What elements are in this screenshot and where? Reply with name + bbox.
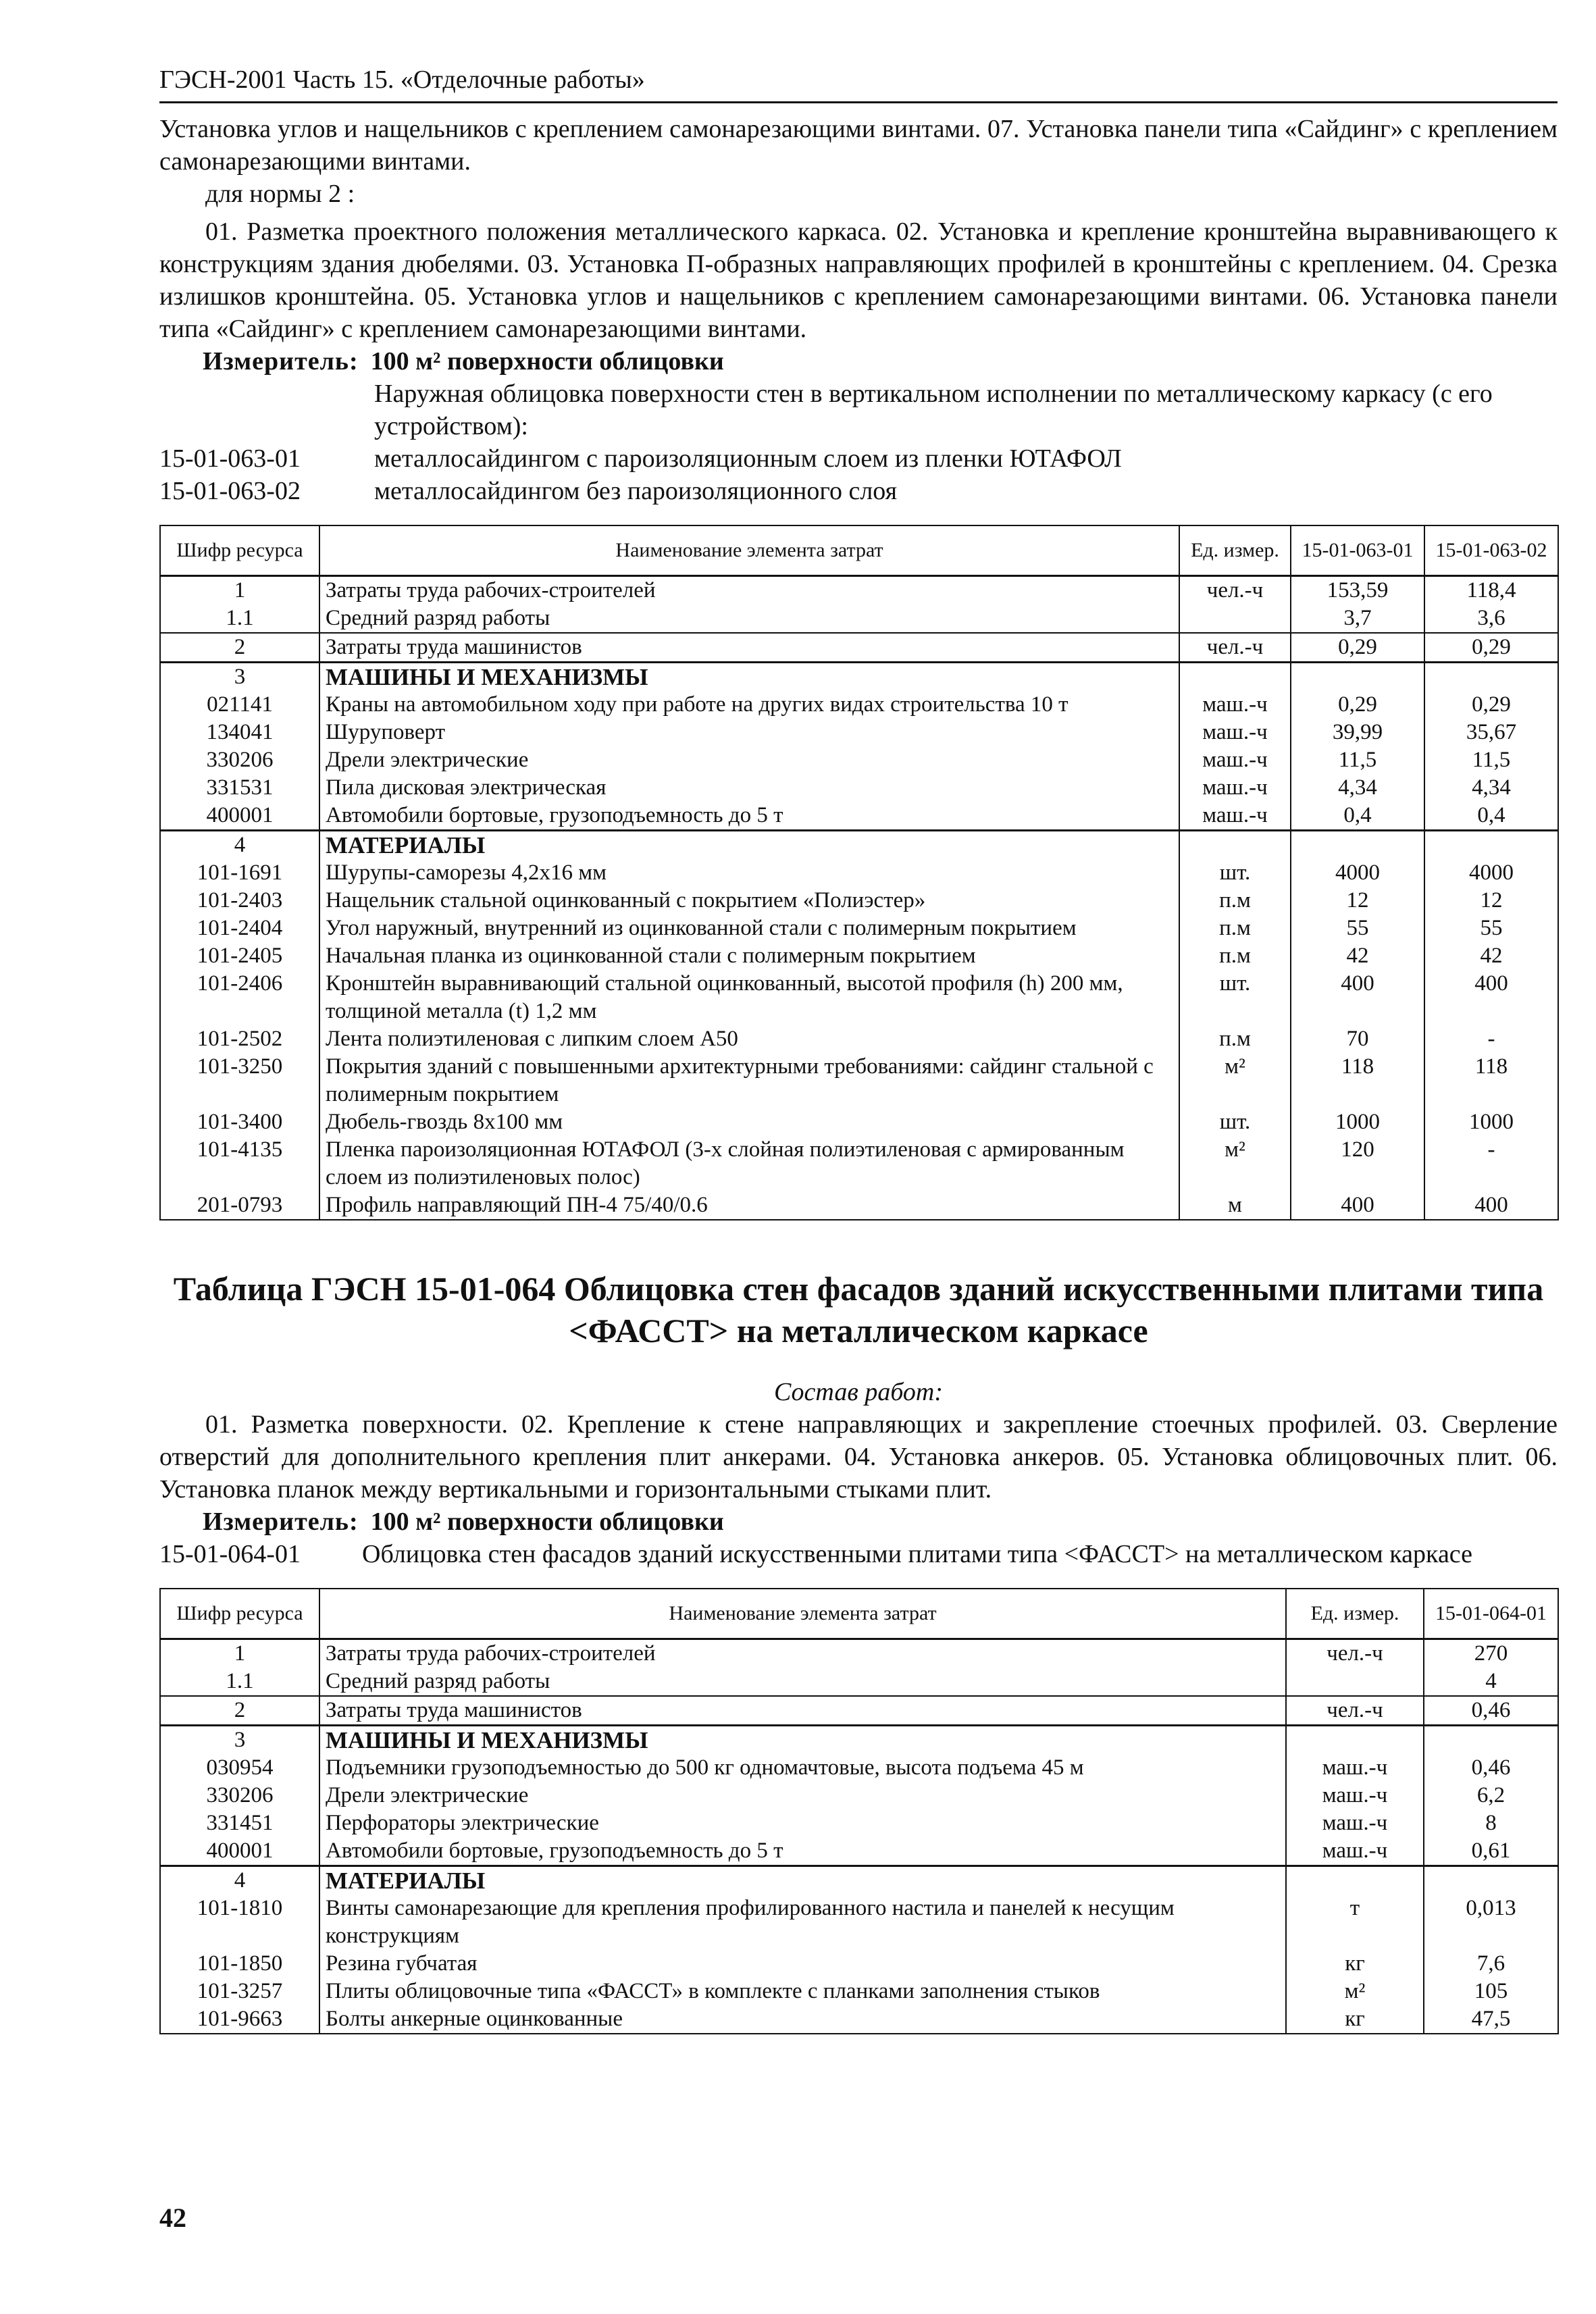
table-row — [160, 1837, 1558, 1866]
cell-value-1: 0,013 — [1424, 1895, 1558, 1950]
cell-value-1: 7,6 — [1424, 1950, 1558, 1978]
cell-value-2: 0,29 — [1424, 691, 1558, 719]
cell-code: 3 — [160, 1726, 319, 1755]
cell-name: Дрели электрические — [319, 1782, 1286, 1809]
cell-value-1: 0,29 — [1291, 633, 1424, 663]
cell-value-1: 4 — [1424, 1668, 1558, 1696]
table2-title: Таблица ГЭСН 15-01-064 Облицовка стен фасадов зданий искусственными плитами типа <ФАССТ> на металлическом каркасе — [173, 1270, 1544, 1349]
cell-code: 101-4135 — [160, 1136, 319, 1191]
table-row — [160, 1950, 1558, 1978]
cell-name: МАТЕРИАЛЫ — [319, 831, 1179, 860]
measure-label: Измеритель: — [203, 1508, 359, 1536]
cell-unit: кг — [1286, 1950, 1424, 1978]
table-row — [160, 1108, 1558, 1136]
cell-code: 330206 — [160, 1782, 319, 1809]
table-row — [160, 942, 1558, 970]
cell-code: 021141 — [160, 691, 319, 719]
norm-row — [159, 442, 1558, 475]
cell-name: МАШИНЫ И МЕХАНИЗМЫ — [319, 663, 1179, 692]
cell-name: Затраты труда рабочих-строителей — [319, 576, 1179, 605]
cell-name: Профиль направляющий ПН-4 75/40/0.6 — [319, 1191, 1179, 1220]
cell-unit: чел.-ч — [1179, 576, 1291, 605]
table-row — [160, 1895, 1558, 1950]
cell-code: 4 — [160, 1866, 319, 1895]
cell-value-2: 42 — [1424, 942, 1558, 970]
cell-name: Покрытия зданий с повышенными архитектурными требованиями: сайдинг стальной с полимерным покрытием — [319, 1053, 1179, 1108]
cell-code: 3 — [160, 663, 319, 692]
cell-name: Начальная планка из оцинкованной стали с полимерным покрытием — [319, 942, 1179, 970]
cell-code: 101-3250 — [160, 1053, 319, 1108]
cell-name: Перфораторы электрические — [319, 1809, 1286, 1837]
cell-code: 101-2406 — [160, 970, 319, 1025]
table-header-row — [160, 525, 1558, 576]
cell-name: Шуруповерт — [319, 719, 1179, 746]
cell-code: 101-1810 — [160, 1895, 319, 1950]
cell-unit — [1286, 1866, 1424, 1895]
table-row — [160, 915, 1558, 942]
cell-name: Нащельник стальной оцинкованный с покрытием «Полиэстер» — [319, 887, 1179, 915]
cell-name: Дрели электрические — [319, 746, 1179, 774]
cell-code: 400001 — [160, 802, 319, 831]
cell-code: 101-2404 — [160, 915, 319, 942]
cell-value-1: 0,4 — [1291, 802, 1424, 831]
cell-value-1: 55 — [1291, 915, 1424, 942]
table-row — [160, 576, 1558, 605]
cell-value-2: 12 — [1424, 887, 1558, 915]
cell-value-1: 6,2 — [1424, 1782, 1558, 1809]
cell-code: 101-2405 — [160, 942, 319, 970]
cell-name: Лента полиэтиленовая с липким слоем А50 — [319, 1025, 1179, 1053]
cell-value-1: 0,61 — [1424, 1837, 1558, 1866]
cell-name: Средний разряд работы — [319, 605, 1179, 633]
table-row — [160, 719, 1558, 746]
cell-unit: шт. — [1179, 859, 1291, 887]
cell-value-1: 1000 — [1291, 1108, 1424, 1136]
cell-code: 101-9663 — [160, 2005, 319, 2034]
cell-unit: кг — [1286, 2005, 1424, 2034]
measure-label: Измеритель: — [203, 347, 359, 376]
cell-code: 1.1 — [160, 605, 319, 633]
table-row — [160, 802, 1558, 831]
cell-name: Автомобили бортовые, грузоподъемность до 5 т — [319, 802, 1179, 831]
table-row — [160, 746, 1558, 774]
measure-value: 100 м² поверхности облицовки — [370, 1508, 724, 1536]
table-row — [160, 774, 1558, 802]
norm-row — [159, 1538, 1558, 1570]
cell-name: Дюбель-гвоздь 8х100 мм — [319, 1108, 1179, 1136]
cell-value-1: 120 — [1291, 1136, 1424, 1191]
table-row — [160, 1866, 1558, 1895]
cell-code: 101-2502 — [160, 1025, 319, 1053]
cell-value-1: 0,29 — [1291, 691, 1424, 719]
cell-code: 2 — [160, 1696, 319, 1726]
cell-name: Пленка пароизоляционная ЮТАФОЛ (3-х слойная полиэтиленовая с армированным слоем из полиэтиленовых полос) — [319, 1136, 1179, 1191]
cell-value-1: 70 — [1291, 1025, 1424, 1053]
cell-code: 201-0793 — [160, 1191, 319, 1220]
cell-code: 331531 — [160, 774, 319, 802]
cell-name: Средний разряд работы — [319, 1668, 1286, 1696]
norm-code: 15-01-063-02 — [159, 477, 301, 505]
col-header-norm-1: 15-01-063-01 — [1291, 525, 1424, 576]
col-header-norm-2: 15-01-063-02 — [1424, 525, 1558, 576]
running-header: ГЭСН-2001 Часть 15. «Отделочные работы» — [159, 65, 1558, 103]
table-row — [160, 691, 1558, 719]
table-row — [160, 1754, 1558, 1782]
cell-value-1 — [1291, 663, 1424, 692]
cell-unit: п.м — [1179, 915, 1291, 942]
table-row — [160, 1726, 1558, 1755]
table-row — [160, 1025, 1558, 1053]
cell-name: Подъемники грузоподъемностью до 500 кг одномачтовые, высота подъема 45 м — [319, 1754, 1286, 1782]
table-row — [160, 831, 1558, 860]
table-row — [160, 1053, 1558, 1108]
cell-value-2: - — [1424, 1136, 1558, 1191]
document-page — [159, 65, 1558, 2034]
cell-code: 1 — [160, 1639, 319, 1668]
cell-name: Угол наружный, внутренний из оцинкованной стали с полимерным покрытием — [319, 915, 1179, 942]
cell-name: Краны на автомобильном ходу при работе на других видах строительства 10 т — [319, 691, 1179, 719]
cell-code: 101-2403 — [160, 887, 319, 915]
cell-unit — [1179, 663, 1291, 692]
work-composition-text: 01. Разметка поверхности. 02. Крепление к стене направляющих и закрепление стоечных профилей. 03. Сверление отверстий для дополнительного крепления плит анкерами. 04. Установка анкеров. 05. Установка облицовочных плит. 06. Установка планок между вертикальными и горизонтальными стыками плит. — [159, 1410, 1558, 1503]
col-header-unit: Ед. измер. — [1179, 525, 1291, 576]
cell-unit: маш.-ч — [1286, 1837, 1424, 1866]
cell-value-1 — [1424, 1726, 1558, 1755]
cell-name: Затраты труда машинистов — [319, 1696, 1286, 1726]
cell-unit: маш.-ч — [1179, 719, 1291, 746]
cell-unit: маш.-ч — [1286, 1809, 1424, 1837]
cell-name: Болты анкерные оцинкованные — [319, 2005, 1286, 2034]
cell-value-1: 3,7 — [1291, 605, 1424, 633]
cell-unit: маш.-ч — [1286, 1754, 1424, 1782]
cell-value-2: 3,6 — [1424, 605, 1558, 633]
cell-unit: м² — [1179, 1053, 1291, 1108]
page-number: 42 — [159, 2203, 186, 2233]
norm-text: металлосайдингом без пароизоляционного слоя — [374, 477, 898, 505]
table-row — [160, 970, 1558, 1025]
table-row — [160, 1639, 1558, 1668]
cell-unit: маш.-ч — [1179, 691, 1291, 719]
measure-line-2 — [159, 1506, 1558, 1538]
cell-name: Резина губчатая — [319, 1950, 1286, 1978]
cell-value-2: 55 — [1424, 915, 1558, 942]
cell-unit: чел.-ч — [1286, 1696, 1424, 1726]
cell-value-1: 4000 — [1291, 859, 1424, 887]
cell-unit: маш.-ч — [1179, 746, 1291, 774]
cell-name: Автомобили бортовые, грузоподъемность до 5 т — [319, 1837, 1286, 1866]
table-row — [160, 663, 1558, 692]
cell-value-1: 105 — [1424, 1978, 1558, 2005]
cell-name: МАТЕРИАЛЫ — [319, 1866, 1286, 1895]
cell-value-1: 47,5 — [1424, 2005, 1558, 2034]
cell-value-2: 118,4 — [1424, 576, 1558, 605]
cell-value-1: 400 — [1291, 1191, 1424, 1220]
cell-unit — [1286, 1726, 1424, 1755]
table-row — [160, 2005, 1558, 2034]
cell-value-2: 1000 — [1424, 1108, 1558, 1136]
norm-text: металлосайдингом с пароизоляционным слоем из пленки ЮТАФОЛ — [374, 444, 1122, 473]
col-header-name: Наименование элемента затрат — [319, 525, 1179, 576]
norm-text: Облицовка стен фасадов зданий искусственными плитами типа <ФАССТ> на металлическом каркасе — [362, 1540, 1473, 1568]
cell-code: 331451 — [160, 1809, 319, 1837]
cell-value-2: 118 — [1424, 1053, 1558, 1108]
cell-unit — [1286, 1668, 1424, 1696]
table-row — [160, 1809, 1558, 1837]
table-row — [160, 633, 1558, 663]
cell-value-1: 270 — [1424, 1639, 1558, 1668]
cell-value-1: 0,46 — [1424, 1696, 1558, 1726]
norm-row — [159, 475, 1558, 507]
cell-unit: п.м — [1179, 942, 1291, 970]
cell-code: 2 — [160, 633, 319, 663]
table-header-row — [160, 1589, 1558, 1639]
col-header-code: Шифр ресурса — [160, 525, 319, 576]
table-row — [160, 887, 1558, 915]
work-list-continuation: Установка углов и нащельников с креплением самонарезающими винтами. 07. Установка панели типа «Сайдинг» с креплением самонарезающими винтами. — [159, 115, 1558, 176]
cell-value-1: 11,5 — [1291, 746, 1424, 774]
cell-value-2: 400 — [1424, 970, 1558, 1025]
table-row — [160, 1696, 1558, 1726]
measure-line — [159, 345, 1558, 378]
table-row — [160, 1136, 1558, 1191]
table-row — [160, 1668, 1558, 1696]
cell-value-2: 35,67 — [1424, 719, 1558, 746]
cell-unit: маш.-ч — [1286, 1782, 1424, 1809]
cell-value-2 — [1424, 663, 1558, 692]
cell-unit: чел.-ч — [1286, 1639, 1424, 1668]
cell-unit: шт. — [1179, 1108, 1291, 1136]
cell-value-2: 11,5 — [1424, 746, 1558, 774]
cell-value-1 — [1291, 831, 1424, 860]
cell-code: 101-3257 — [160, 1978, 319, 2005]
cell-value-1: 0,46 — [1424, 1754, 1558, 1782]
norm2-label: для нормы 2 : — [205, 180, 355, 208]
col-header-unit: Ед. измер. — [1286, 1589, 1424, 1639]
cell-value-2: 400 — [1424, 1191, 1558, 1220]
cell-unit: п.м — [1179, 1025, 1291, 1053]
cell-value-2 — [1424, 831, 1558, 860]
cell-value-2: - — [1424, 1025, 1558, 1053]
norm-code: 15-01-064-01 — [159, 1540, 301, 1568]
cell-code: 1 — [160, 576, 319, 605]
cell-name: Винты самонарезающие для крепления профилированного настила и панелей к несущим конструкциям — [319, 1895, 1286, 1950]
norm-code: 15-01-063-01 — [159, 444, 301, 473]
cell-unit: м² — [1286, 1978, 1424, 2005]
cell-value-1: 39,99 — [1291, 719, 1424, 746]
cell-code: 134041 — [160, 719, 319, 746]
cell-code: 1.1 — [160, 1668, 319, 1696]
work-composition-label: Состав работ: — [773, 1378, 944, 1406]
cell-code: 030954 — [160, 1754, 319, 1782]
cell-name: Кронштейн выравнивающий стальной оцинкованный, высотой профиля (h) 200 мм, толщиной металла (t) 1,2 мм — [319, 970, 1179, 1025]
cell-value-1: 118 — [1291, 1053, 1424, 1108]
col-header-norm-1: 15-01-064-01 — [1424, 1589, 1558, 1639]
cell-unit — [1179, 831, 1291, 860]
cell-value-1: 42 — [1291, 942, 1424, 970]
cell-code: 101-1850 — [160, 1950, 319, 1978]
measure-value: 100 м² поверхности облицовки — [370, 347, 724, 376]
cell-value-2: 0,4 — [1424, 802, 1558, 831]
resource-table-063 — [159, 525, 1559, 1220]
cell-name: МАШИНЫ И МЕХАНИЗМЫ — [319, 1726, 1286, 1755]
table-row — [160, 1978, 1558, 2005]
cell-code: 400001 — [160, 1837, 319, 1866]
norm2-work-list: 01. Разметка проектного положения металлического каркаса. 02. Установка и крепление кронштейна выравнивающего к конструкциям здания дюбелями. 03. Установка П-образных направляющих профилей в кронштейны с креплением. 04. Срезка излишков кронштейна. 05. Установка углов и нащельников с креплением самонарезающими винтами. 06. Установка панели типа «Сайдинг» с креплением самонарезающими винтами. — [159, 217, 1558, 343]
resource-table-064 — [159, 1588, 1559, 2034]
col-header-code: Шифр ресурса — [160, 1589, 319, 1639]
cell-value-1: 153,59 — [1291, 576, 1424, 605]
cell-value-2: 4,34 — [1424, 774, 1558, 802]
cell-value-1: 400 — [1291, 970, 1424, 1025]
cell-unit: чел.-ч — [1179, 633, 1291, 663]
cell-code: 101-1691 — [160, 859, 319, 887]
cell-unit: п.м — [1179, 887, 1291, 915]
cell-name: Затраты труда рабочих-строителей — [319, 1639, 1286, 1668]
table-row — [160, 605, 1558, 633]
cell-name: Пила дисковая электрическая — [319, 774, 1179, 802]
cell-value-2: 4000 — [1424, 859, 1558, 887]
cell-value-1 — [1424, 1866, 1558, 1895]
table-row — [160, 859, 1558, 887]
cell-name: Шурупы-саморезы 4,2х16 мм — [319, 859, 1179, 887]
cell-value-1: 8 — [1424, 1809, 1558, 1837]
cell-unit: м² — [1179, 1136, 1291, 1191]
col-header-name: Наименование элемента затрат — [319, 1589, 1286, 1639]
cell-code: 101-3400 — [160, 1108, 319, 1136]
table-row — [160, 1782, 1558, 1809]
cell-unit: т — [1286, 1895, 1424, 1950]
table-row — [160, 1191, 1558, 1220]
cell-unit: шт. — [1179, 970, 1291, 1025]
cell-value-2: 0,29 — [1424, 633, 1558, 663]
cell-unit: маш.-ч — [1179, 774, 1291, 802]
cell-unit: м — [1179, 1191, 1291, 1220]
cell-value-1: 12 — [1291, 887, 1424, 915]
cell-value-1: 4,34 — [1291, 774, 1424, 802]
cell-name: Затраты труда машинистов — [319, 633, 1179, 663]
cell-unit — [1179, 605, 1291, 633]
cell-code: 330206 — [160, 746, 319, 774]
norm-group-description: Наружная облицовка поверхности стен в вертикальном исполнении по металлическому каркасу (с его устройством): — [374, 380, 1493, 440]
cell-name: Плиты облицовочные типа «ФАССТ» в комплекте с планками заполнения стыков — [319, 1978, 1286, 2005]
cell-code: 4 — [160, 831, 319, 860]
cell-unit: маш.-ч — [1179, 802, 1291, 831]
